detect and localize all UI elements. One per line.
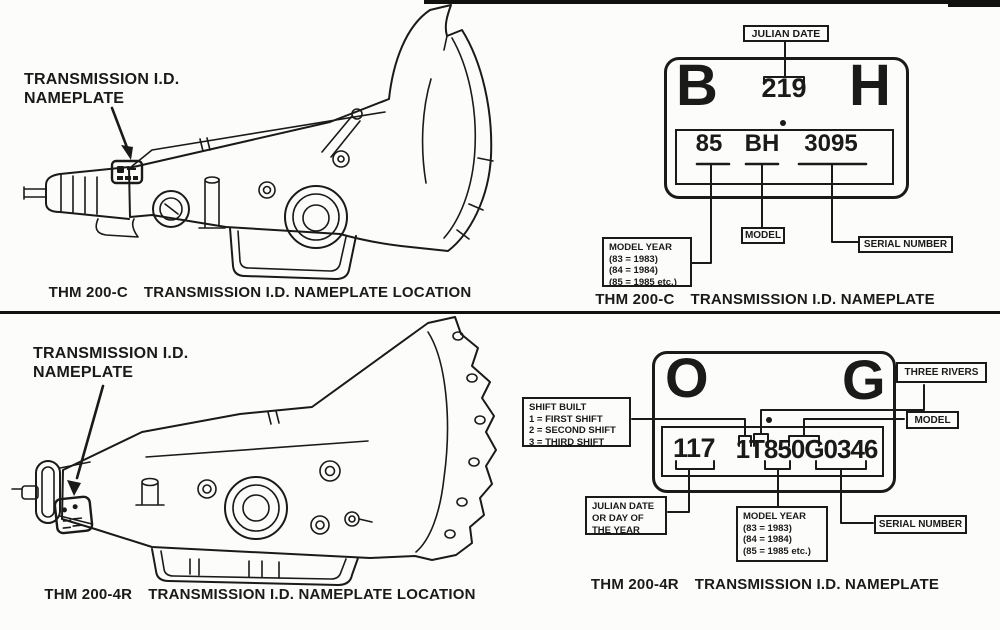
label-line: 2 = SECOND SHIFT: [529, 425, 616, 436]
caption-thm2004r-nameplate: [590, 576, 940, 593]
callout-line: NAMEPLATE: [24, 90, 125, 107]
plate-letter-left: B: [676, 53, 718, 118]
bell-housing-contour: [444, 38, 475, 238]
oil-pan: [230, 228, 356, 279]
label-line: OR DAY OF: [592, 513, 644, 524]
caption-text: TRANSMISSION I.D. NAMEPLATE: [694, 576, 940, 593]
label-julian-date: [585, 496, 667, 535]
label-model-year: [736, 506, 828, 562]
label-model-year: [602, 237, 692, 287]
label-line: SHIFT BUILT: [529, 402, 587, 413]
caption-text: TRANSMISSION I.D. NAMEPLATE LOCATION: [148, 586, 476, 603]
label-julian-date: JULIAN DATE: [743, 25, 829, 42]
nameplate-marker-text: [117, 166, 138, 180]
caption-model: THM 200-C: [595, 291, 675, 308]
label-line: (83 = 1983): [743, 522, 792, 534]
plate-letter-left: O: [665, 346, 709, 409]
label-line: THE YEAR: [592, 525, 640, 536]
serial-value: 3095: [804, 130, 858, 157]
section-divider: [0, 311, 1000, 314]
plate-letter-right: H: [849, 53, 891, 118]
label-serial-number: SERIAL NUMBER: [858, 236, 953, 253]
label-line: JULIAN DATE: [592, 501, 655, 512]
label-model: MODEL: [741, 227, 785, 244]
label-line: (85 = 1985 etc.): [743, 545, 811, 557]
label-line: (84 = 1984): [609, 265, 658, 276]
caption-model: THM 200-C: [48, 284, 128, 301]
caption-model: THM 200-4R: [44, 586, 133, 603]
caption-text: TRANSMISSION I.D. NAMEPLATE LOCATION: [143, 284, 472, 301]
nameplate-callout-top-left: [24, 70, 179, 108]
julian-date-value: 117: [672, 433, 716, 463]
caption-thm200c-nameplate: [595, 291, 935, 308]
caption-text: TRANSMISSION I.D. NAMEPLATE: [690, 291, 935, 308]
plate-letter-right: G: [842, 348, 886, 411]
model-year-value: 85: [695, 130, 723, 157]
label-line: 1 = FIRST SHIFT: [529, 413, 603, 425]
pointer-arrow: [67, 386, 103, 496]
tail-shaft: [46, 167, 129, 219]
julian-date-value: 219: [761, 73, 807, 103]
nameplate-callout-bottom-left: [33, 344, 188, 382]
label-line: MODEL YEAR: [743, 511, 806, 522]
callout-line: TRANSMISSION I.D.: [24, 71, 180, 88]
label-shift-built: [522, 397, 631, 447]
label-model: MODEL: [906, 411, 959, 429]
label-line: (85 = 1985 etc.): [609, 276, 677, 288]
bell-housing-contour: [416, 332, 447, 552]
label-line: (84 = 1984): [743, 534, 792, 545]
callout-line: NAMEPLATE: [33, 364, 134, 381]
transmission-body-outline: [129, 5, 491, 251]
label-serial-number: SERIAL NUMBER: [874, 515, 967, 534]
caption-model: THM 200-4R: [590, 576, 679, 593]
label-line: (83 = 1983): [609, 253, 658, 265]
label-line: MODEL YEAR: [609, 242, 672, 253]
model-value: BH: [744, 130, 780, 157]
callout-line: TRANSMISSION I.D.: [33, 345, 189, 362]
caption-thm200c-location: [20, 284, 500, 301]
caption-thm2004r-location: [20, 586, 500, 603]
id-code-value: 1T850G0346: [735, 434, 878, 464]
label-three-rivers: THREE RIVERS: [896, 362, 987, 383]
pointer-arrow: [112, 108, 133, 160]
thm200c-location-drawing: [0, 0, 520, 315]
label-line: 3 = THIRD SHIFT: [529, 436, 605, 448]
